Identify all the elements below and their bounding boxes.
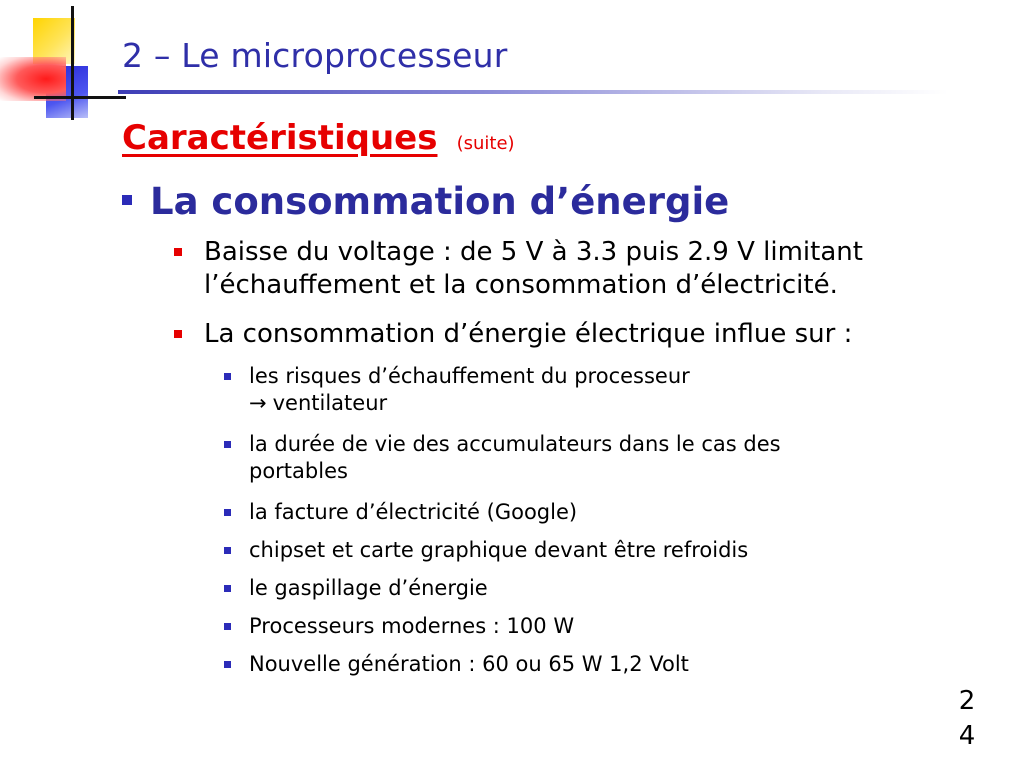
bullet-level3-text: la durée de vie des accumulateurs dans le cas des portables [249, 432, 781, 483]
page-number [955, 684, 979, 754]
right-arrow-icon: → [249, 391, 267, 415]
section-heading-note: (suite) [456, 133, 515, 154]
logo-red-glow [0, 57, 66, 101]
logo-vertical-line [71, 6, 74, 120]
bullet-level1-text: La consommation d’énergie [150, 180, 730, 223]
square-bullet-icon [224, 585, 231, 592]
bullet-level2 [174, 318, 994, 351]
page-number-digit2: 4 [958, 721, 976, 751]
bullet-level3-line1: les risques d’échauffement du processeur [249, 364, 690, 388]
bullet-level3 [224, 575, 984, 602]
logo-horizontal-line [34, 96, 126, 99]
square-bullet-icon [224, 509, 231, 516]
bullet-level3 [224, 499, 984, 526]
square-bullet-icon [224, 661, 231, 668]
title-divider [118, 90, 948, 94]
bullet-level2-text: Baisse du voltage : de 5 V à 3.3 puis 2.9 V limitant l’échauffement et la consommation d’électricité. [204, 237, 863, 300]
slide-title: 2 – Le microprocesseur [122, 36, 508, 75]
bullet-level3 [224, 537, 984, 564]
bullet-level3-text: Processeurs modernes : 100 W [249, 614, 575, 638]
bullet-level3-text [249, 363, 984, 417]
bullet-level3 [224, 431, 984, 485]
section-heading-text: Caractéristiques [122, 118, 438, 158]
bullet-level3-text: le gaspillage d’énergie [249, 576, 488, 600]
bullet-level2 [174, 236, 994, 302]
page-number-digit1: 2 [958, 686, 976, 716]
bullet-level3-line2: ventilateur [272, 391, 388, 415]
square-bullet-icon [224, 547, 231, 554]
bullet-level3-text: la facture d’électricité (Google) [249, 500, 578, 524]
bullet-level3 [224, 613, 984, 640]
square-bullet-icon [224, 623, 231, 630]
bullet-level3 [224, 363, 984, 417]
section-heading [122, 118, 515, 158]
bullet-level3 [224, 651, 984, 678]
square-bullet-icon [174, 330, 182, 338]
corner-squares-logo [0, 0, 130, 125]
square-bullet-icon [174, 248, 182, 256]
bullet-level3-text: Nouvelle génération : 60 ou 65 W 1,2 Volt [249, 652, 689, 676]
bullet-level2-text: La consommation d’énergie électrique influe sur : [204, 319, 853, 349]
square-bullet-icon [224, 441, 231, 448]
bullet-level3-text: chipset et carte graphique devant être refroidis [249, 538, 749, 562]
bullet-level1 [122, 180, 729, 223]
square-bullet-icon [122, 195, 132, 205]
square-bullet-icon [224, 373, 231, 380]
